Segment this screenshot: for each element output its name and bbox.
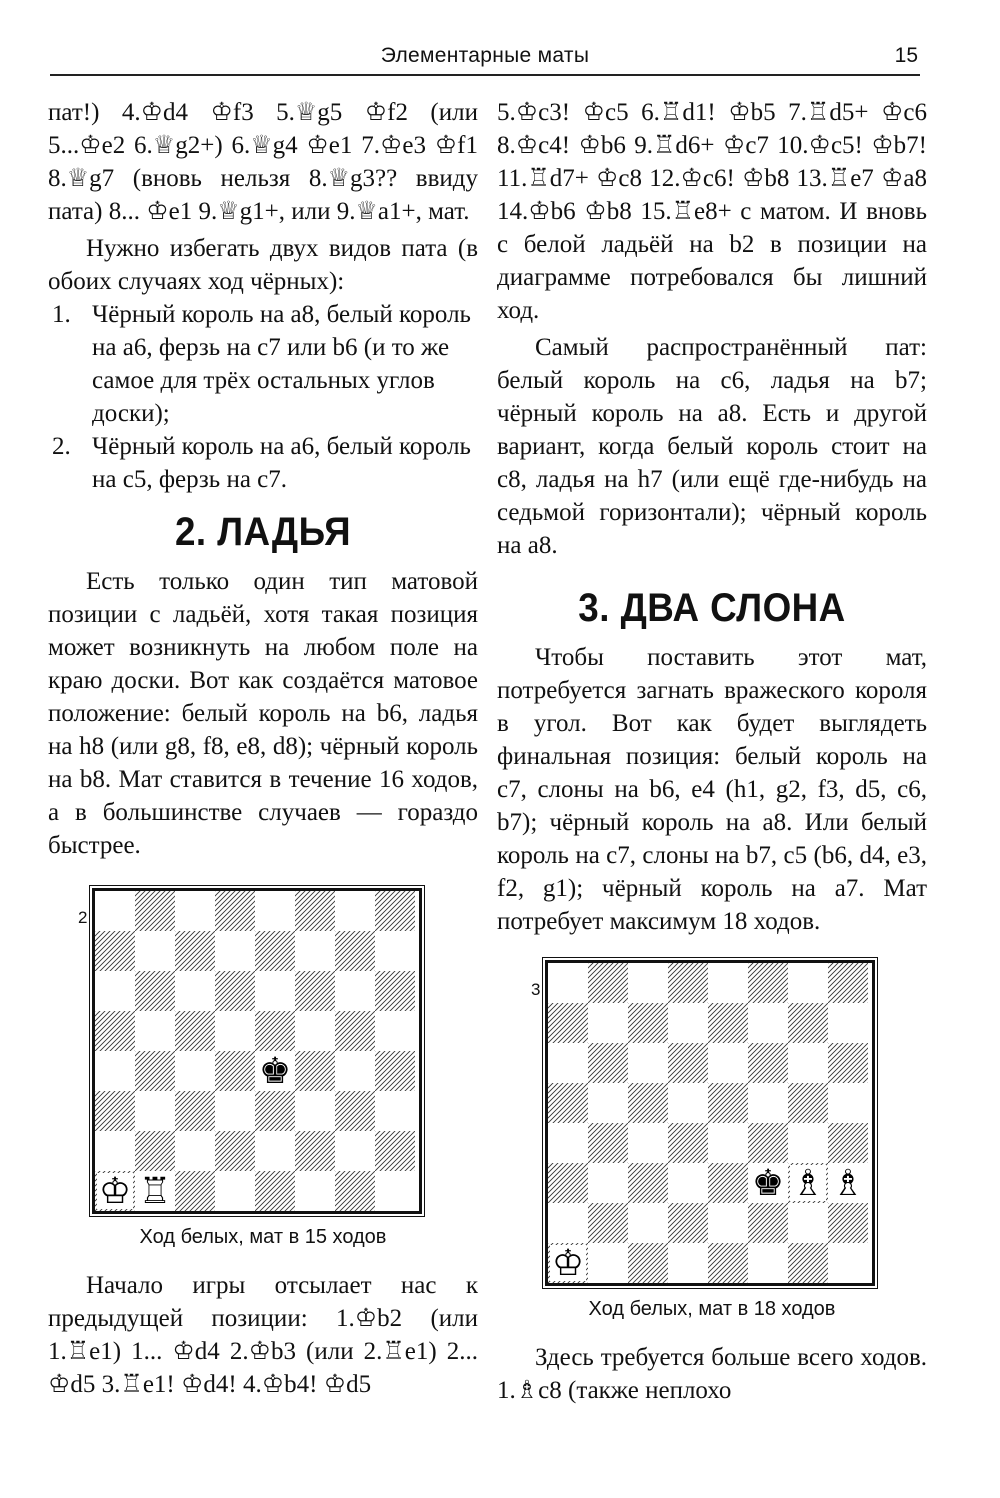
dark-square xyxy=(788,1083,828,1123)
dark-square xyxy=(255,1171,295,1211)
dark-square xyxy=(708,1083,748,1123)
chess-piece-icon: ♖ xyxy=(138,1171,172,1211)
dark-square xyxy=(628,1163,668,1203)
light-square xyxy=(708,1043,748,1083)
list-item xyxy=(48,298,478,430)
dark-square xyxy=(335,1011,375,1051)
dark-square xyxy=(295,891,335,931)
dark-square xyxy=(788,1243,828,1283)
dark-square xyxy=(135,971,175,1011)
light-square xyxy=(215,1091,255,1131)
dark-square xyxy=(588,1203,628,1243)
light-square xyxy=(135,1011,175,1051)
light-square xyxy=(628,1123,668,1163)
chess-piece-icon: ♚ xyxy=(258,1051,292,1092)
chess-piece-icon: ♗ xyxy=(791,1163,825,1204)
light-square xyxy=(215,1171,255,1211)
light-square xyxy=(375,931,415,971)
dark-square xyxy=(708,1243,748,1283)
light-square xyxy=(588,1003,628,1043)
light-square xyxy=(788,1123,828,1163)
chess-piece-icon: ♔ xyxy=(551,1243,585,1283)
dark-square xyxy=(828,963,868,1003)
section-title: 3. ДВА СЛОНА xyxy=(578,586,846,630)
light-square xyxy=(175,1051,215,1091)
paragraph: 5.♔c3! ♔c5 6.♖d1! ♔b5 7.♖d5+ ♔c6 8.♔c4! ♔b6 9.♖d6+ ♔c7 10.♔c5! ♔b7! 11.♖d7+ ♔c8 12.♔c6! ♔b8 13.♖e7 ♔a8 14.♔b6 ♔b8 15.♖e8+ с матом. И вновь с белой ладьёй на b2 в позиции на диаграмме потребовался бы лишний ход. xyxy=(497,99,927,324)
light-square xyxy=(335,1131,375,1171)
dark-square xyxy=(95,1091,135,1131)
diagram-caption: Ход белых, мат в 15 ходов xyxy=(139,1226,387,1248)
dark-square xyxy=(708,1163,748,1203)
dark-square xyxy=(375,971,415,1011)
paragraph: Самый распространённый пат: белый король на c6, ладья на b7; чёрный король на a8. Есть и другой вариант, когда белый король стоит на c8, ладья на h7 (или ещё где-нибудь на седьмой горизонтали); чёрный король на a8. xyxy=(497,334,927,559)
light-square xyxy=(548,1123,588,1163)
dark-square xyxy=(255,931,295,971)
dark-square xyxy=(748,1123,788,1163)
light-square xyxy=(628,963,668,1003)
dark-square xyxy=(668,963,708,1003)
dark-square xyxy=(828,1123,868,1163)
chess-piece-icon: ♚ xyxy=(751,1163,785,1204)
light-square xyxy=(215,1011,255,1051)
dark-square xyxy=(135,891,175,931)
dark-square xyxy=(588,1043,628,1083)
light-square xyxy=(828,1243,868,1283)
dark-square xyxy=(295,1051,335,1091)
light-square xyxy=(748,1083,788,1123)
right-column xyxy=(497,96,927,1407)
dark-square xyxy=(295,1131,335,1171)
dark-square xyxy=(628,1083,668,1123)
light-square xyxy=(788,963,828,1003)
light-square xyxy=(175,1131,215,1171)
light-square xyxy=(295,1171,335,1211)
light-square xyxy=(748,1243,788,1283)
light-square xyxy=(335,891,375,931)
chess-board-svg xyxy=(548,963,868,1283)
light-square xyxy=(295,1091,335,1131)
dark-square xyxy=(95,931,135,971)
light-square xyxy=(548,1203,588,1243)
diagram-number: 3 xyxy=(531,980,541,999)
dark-square xyxy=(628,1003,668,1043)
light-square xyxy=(668,1243,708,1283)
light-square xyxy=(135,1091,175,1131)
light-square xyxy=(175,971,215,1011)
light-square xyxy=(375,1091,415,1131)
diagram-3 xyxy=(531,960,875,1286)
dark-square xyxy=(548,1003,588,1043)
light-square xyxy=(668,1163,708,1203)
dark-square xyxy=(375,891,415,931)
dark-square xyxy=(335,931,375,971)
light-square xyxy=(335,1051,375,1091)
light-square xyxy=(255,1131,295,1171)
dark-square xyxy=(175,1091,215,1131)
page-header xyxy=(50,40,920,76)
dark-square xyxy=(335,1091,375,1131)
light-square xyxy=(628,1043,668,1083)
light-square xyxy=(708,1203,748,1243)
page-number: 15 xyxy=(894,44,918,67)
chess-piece-icon: ♗ xyxy=(831,1163,865,1204)
paragraph: Есть только один тип матовой позиции с ладьёй, хотя такая позиция может возникнуть на любом поле на краю доски. Вот как создаётся матовое положение: белый король на b6, ладья на h8 (или g8, f8, e8, d8); чёрный король на b8. Мат ставится в течение 16 ходов, а в большинстве случаев — гораздо быстрее. xyxy=(48,568,478,859)
light-square xyxy=(628,1203,668,1243)
paragraph: пат!) 4.♔d4 ♔f3 5.♕g5 ♔f2 (или 5...♔e2 6.♕g2+) 6.♕g4 ♔e1 7.♔e3 ♔f1 8.♕g7 (вновь нельзя 8.♕g3?? ввиду пата) 8... ♔e1 9.♕g1+, или 9.♕a1+, мат. xyxy=(48,99,478,225)
chess-board xyxy=(545,960,875,1286)
light-square xyxy=(588,1083,628,1123)
dark-square xyxy=(548,1163,588,1203)
chess-board-svg xyxy=(95,891,415,1211)
section-title: 2. ЛАДЬЯ xyxy=(174,510,352,554)
dark-square xyxy=(828,1043,868,1083)
light-square xyxy=(548,1043,588,1083)
dark-square xyxy=(335,1171,375,1211)
dark-square xyxy=(135,1051,175,1091)
dark-square xyxy=(748,1203,788,1243)
light-square xyxy=(668,1003,708,1043)
light-square xyxy=(175,891,215,931)
light-square xyxy=(95,1051,135,1091)
light-square xyxy=(788,1203,828,1243)
light-square xyxy=(588,1163,628,1203)
dark-square xyxy=(215,971,255,1011)
running-title: Элементарные маты xyxy=(380,44,590,67)
light-square xyxy=(708,1123,748,1163)
dark-square xyxy=(548,1083,588,1123)
dark-square xyxy=(668,1123,708,1163)
paragraph: Здесь требуется больше всего ходов. 1.♗c8 (также неплохо xyxy=(497,1344,927,1404)
light-square xyxy=(788,1043,828,1083)
dark-square xyxy=(255,1011,295,1051)
dark-square xyxy=(135,1131,175,1171)
light-square xyxy=(95,891,135,931)
paragraph: Чтобы поставить этот мат, потребуется загнать вражеского короля в угол. Вот как будет выглядеть финальная позиция: белый король на c7, слоны на b6, e4 (h1, g2, f3, d5, c6, b7); чёрный король на a8. Или белый король на c7, слоны на b7, c5 (b6, d4, e3, f2, g1); чёрный король на a7. Мат потребует максимум 18 ходов. xyxy=(497,644,927,935)
light-square xyxy=(255,891,295,931)
list-number: 1. xyxy=(52,301,71,328)
dark-square xyxy=(748,1043,788,1083)
chess-piece-icon: ♔ xyxy=(98,1171,132,1211)
dark-square xyxy=(295,971,335,1011)
paragraph: Начало игры отсылает нас к предыдущей позиции: 1.♔b2 (или 1.♖e1) 1... ♔d4 2.♔b3 (или 2.♖e1) 2... ♔d5 3.♖e1! ♔d4! 4.♔b4! ♔d5 xyxy=(48,1272,478,1398)
light-square xyxy=(295,1011,335,1051)
dark-square xyxy=(668,1043,708,1083)
dark-square xyxy=(375,1131,415,1171)
light-square xyxy=(95,1131,135,1171)
dark-square xyxy=(708,1003,748,1043)
dark-square xyxy=(668,1203,708,1243)
dark-square xyxy=(175,1011,215,1051)
light-square xyxy=(748,1003,788,1043)
light-square xyxy=(135,931,175,971)
light-square xyxy=(375,1171,415,1211)
dark-square xyxy=(628,1243,668,1283)
light-square xyxy=(548,963,588,1003)
light-square xyxy=(708,963,748,1003)
left-column xyxy=(48,96,478,1401)
dark-square xyxy=(255,1091,295,1131)
light-square xyxy=(255,971,295,1011)
dark-square xyxy=(788,1003,828,1043)
dark-square xyxy=(215,1131,255,1171)
dark-square xyxy=(175,1171,215,1211)
dark-square xyxy=(375,1051,415,1091)
dark-square xyxy=(215,1051,255,1091)
diagram-number: 2 xyxy=(78,908,88,927)
light-square xyxy=(828,1083,868,1123)
light-square xyxy=(335,971,375,1011)
dark-square xyxy=(588,1123,628,1163)
dark-square xyxy=(828,1203,868,1243)
dark-square xyxy=(215,891,255,931)
paragraph: Нужно избегать двух видов пата (в обоих случаях ход чёрных): xyxy=(48,235,478,295)
list-number: 2. xyxy=(52,433,71,460)
light-square xyxy=(668,1083,708,1123)
light-square xyxy=(95,971,135,1011)
diagram-2 xyxy=(78,888,422,1214)
light-square xyxy=(588,1243,628,1283)
dark-square xyxy=(588,963,628,1003)
diagram-caption: Ход белых, мат в 18 ходов xyxy=(588,1298,836,1320)
light-square xyxy=(215,931,255,971)
stalemate-list xyxy=(48,298,478,496)
list-item xyxy=(48,430,478,496)
light-square xyxy=(828,1003,868,1043)
dark-square xyxy=(748,963,788,1003)
dark-square xyxy=(95,1011,135,1051)
list-text: Чёрный король на a8, белый король на a6, ферзь на c7 или b6 (и то же самое для трёх остальных углов доски); xyxy=(92,301,471,427)
light-square xyxy=(295,931,335,971)
light-square xyxy=(375,1011,415,1051)
dark-square xyxy=(175,931,215,971)
chess-board xyxy=(92,888,422,1214)
list-text: Чёрный король на a6, белый король на c5, ферзь на c7. xyxy=(92,433,471,493)
